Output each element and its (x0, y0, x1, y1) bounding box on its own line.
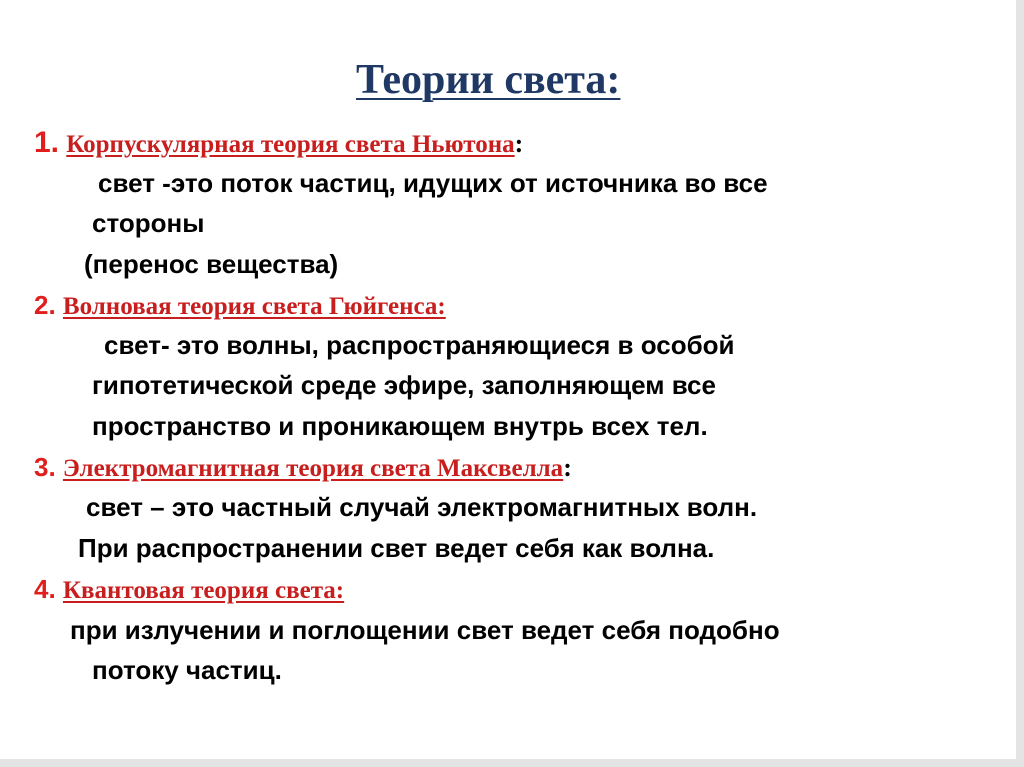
theory-4-heading (34, 574, 344, 606)
theory-3-colon: : (563, 453, 572, 482)
theory-1-colon: : (514, 129, 524, 158)
slide-title: Теории света: (356, 57, 621, 103)
theory-4-name: Квантовая теория света: (62, 577, 345, 604)
theory-2-line-1: свет- это волны, распространяющиеся в особой (104, 330, 735, 360)
theory-3-heading (34, 452, 572, 484)
theory-2-heading (34, 290, 446, 322)
theory-1-heading (34, 128, 523, 160)
theory-3-line-1: свет – это частный случай электромагнитных волн. (86, 492, 758, 522)
theory-2-line-2: гипотетической среде эфире, заполняющем все (92, 370, 716, 400)
theory-1-line-1: свет -это поток частиц, идущих от источника во все (98, 168, 768, 198)
theory-3-name: Электромагнитная теория света Максвелла (62, 455, 564, 482)
theory-1-line-3: (перенос вещества) (84, 249, 339, 279)
theory-2-number: 2. (34, 290, 56, 320)
theory-1-line-2: стороны (92, 208, 205, 238)
theory-1-name: Корпускулярная теория света Ньютона (66, 131, 515, 158)
theory-3-number: 3. (34, 452, 56, 482)
theory-4-line-2: потоку частиц. (92, 655, 282, 685)
theory-2-line-3: пространство и проникающем внутрь всех тел. (92, 411, 708, 441)
theory-4-line-1: при излучении и поглощении свет ведет себя подобно (70, 615, 780, 645)
theory-2-name: Волновая теория света Гюйгенса: (62, 293, 446, 320)
theory-4-number: 4. (34, 574, 56, 604)
theory-1-number: 1. (34, 126, 60, 159)
theory-3-line-2: При распространении свет ведет себя как волна. (78, 533, 715, 563)
